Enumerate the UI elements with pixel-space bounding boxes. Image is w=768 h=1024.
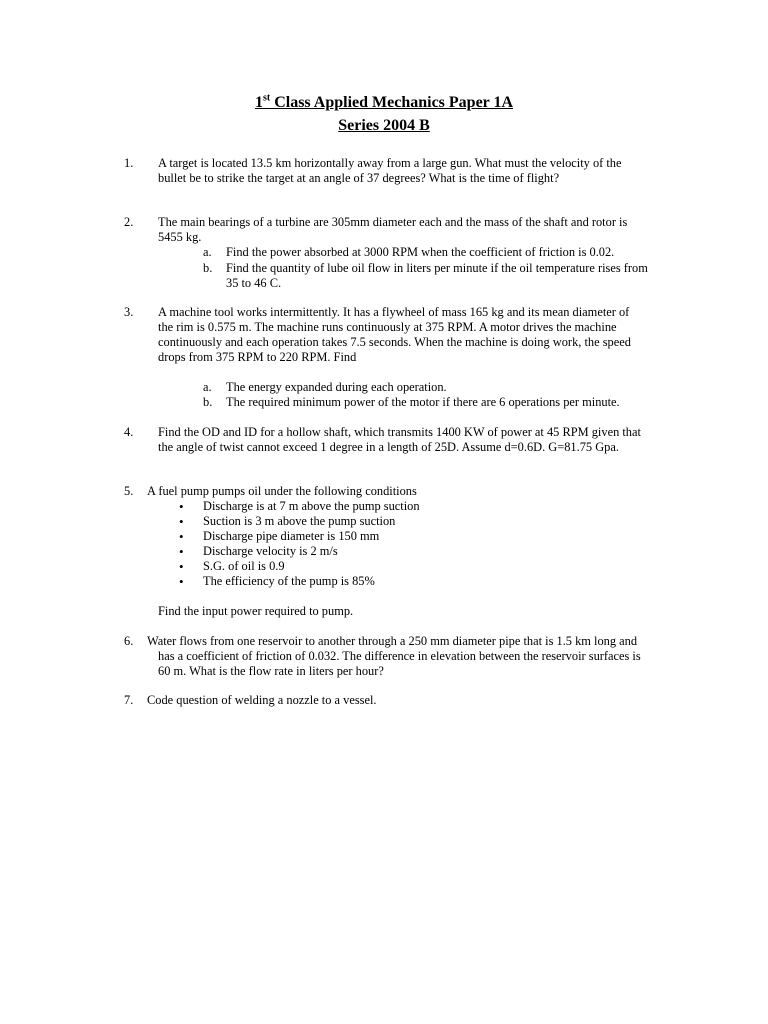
bullet-icon: • <box>179 514 184 529</box>
question-number: 1. <box>124 156 134 170</box>
question-text-line: 5455 kg. <box>158 230 202 244</box>
bullet-icon: • <box>179 529 184 544</box>
subitem-label: b. <box>203 395 213 409</box>
page-subtitle: Series 2004 B <box>338 117 430 134</box>
question-text-line: 60 m. What is the flow rate in liters per hour? <box>158 664 384 678</box>
question-number: 4. <box>124 425 134 439</box>
question-number: 3. <box>124 305 134 319</box>
subitem-label: a. <box>203 380 212 394</box>
question-text-line: has a coefficient of friction of 0.032. The difference in elevation between the reservoir surfaces is <box>158 649 641 663</box>
question-text-line: Find the input power required to pump. <box>158 604 354 618</box>
title-ordinal: 1 <box>254 94 263 111</box>
question-text-line: the angle of twist cannot exceed 1 degree in a length of 25D. Assume d=0.6D. G=81.75 Gpa. <box>158 440 619 454</box>
subitem-text: The required minimum power of the motor if there are 6 operations per minute. <box>226 395 620 409</box>
question-text-line: Water flows from one reservoir to another through a 250 mm diameter pipe that is 1.5 km long and <box>147 634 638 648</box>
question-text-line: A fuel pump pumps oil under the following conditions <box>147 484 417 498</box>
subitem-label: b. <box>203 261 213 275</box>
question-number: 2. <box>124 215 134 229</box>
question-text-line: the rim is 0.575 m. The machine runs continuously at 375 RPM. A motor drives the machine <box>158 320 617 334</box>
list-item: S.G. of oil is 0.9 <box>203 559 285 573</box>
subitem-label: a. <box>203 245 212 259</box>
question-number: 7. <box>124 693 134 707</box>
title-text: Class Applied Mechanics Paper 1A <box>270 94 514 111</box>
question-number: 6. <box>124 634 134 648</box>
list-item: Discharge is at 7 m above the pump suction <box>203 499 420 513</box>
list-item: Suction is 3 m above the pump suction <box>203 514 396 528</box>
bullet-icon: • <box>179 499 184 514</box>
bullet-icon: • <box>179 544 184 559</box>
list-item: The efficiency of the pump is 85% <box>203 574 375 588</box>
bullet-icon: • <box>179 574 184 589</box>
title-ordinal-suffix: st <box>262 92 271 104</box>
page-title <box>0 94 768 112</box>
question-number: 5. <box>124 484 134 498</box>
subitem-text: The energy expanded during each operation. <box>226 380 447 394</box>
question-text-line: A target is located 13.5 km horizontally away from a large gun. What must the velocity of the <box>158 156 622 170</box>
question-text-line: continuously and each operation takes 7.5 seconds. When the machine is doing work, the speed <box>158 335 631 349</box>
question-text-line: Find the OD and ID for a hollow shaft, which transmits 1400 KW of power at 45 RPM given that <box>158 425 641 439</box>
subitem-text: 35 to 46 C. <box>226 276 282 290</box>
question-text-line: The main bearings of a turbine are 305mm diameter each and the mass of the shaft and rotor is <box>158 215 628 229</box>
list-item: Discharge pipe diameter is 150 mm <box>203 529 380 543</box>
subitem-text: Find the power absorbed at 3000 RPM when the coefficient of friction is 0.02. <box>226 245 615 259</box>
question-text-line: Code question of welding a nozzle to a vessel. <box>147 693 377 707</box>
question-text-line: A machine tool works intermittently. It has a flywheel of mass 165 kg and its mean diameter of <box>158 305 630 319</box>
list-item: Discharge velocity is 2 m/s <box>203 544 338 558</box>
subitem-text: Find the quantity of lube oil flow in liters per minute if the oil temperature rises from <box>226 261 648 275</box>
question-text-line: drops from 375 RPM to 220 RPM. Find <box>158 350 357 364</box>
bullet-icon: • <box>179 559 184 574</box>
question-text-line: bullet be to strike the target at an angle of 37 degrees? What is the time of flight? <box>158 171 560 185</box>
